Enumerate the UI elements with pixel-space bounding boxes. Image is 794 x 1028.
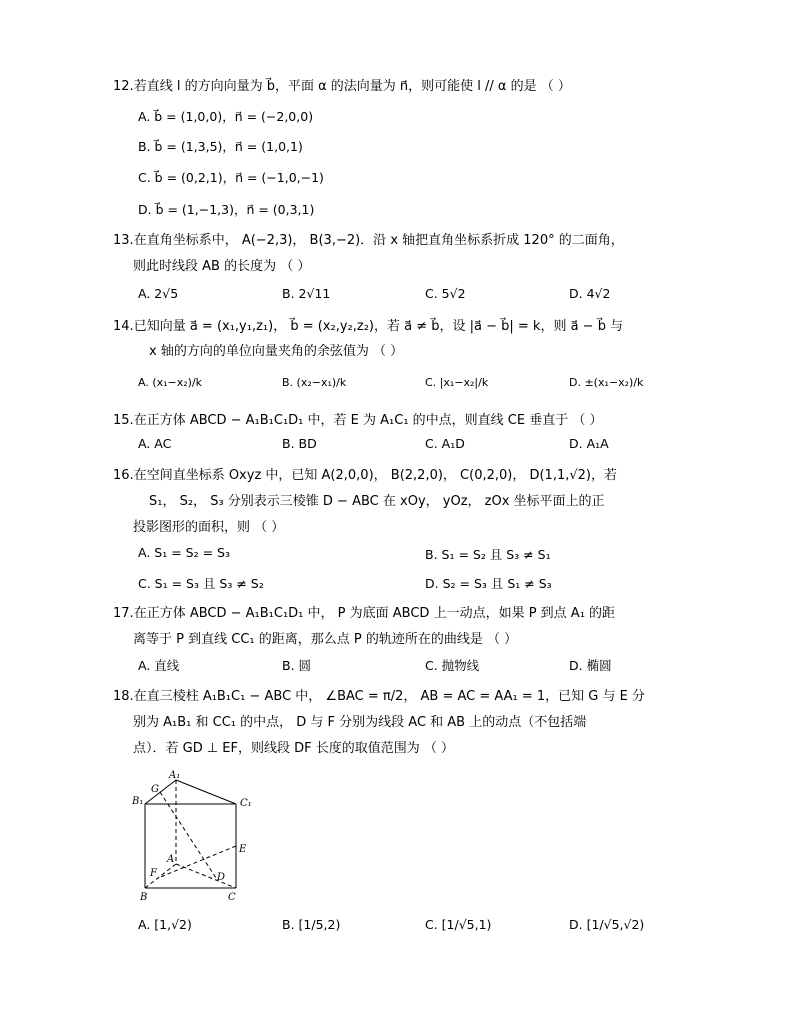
- question-13-stem-line1: 13.在直角坐标系中， A(−2,3)， B(3,−2)．沿 x 轴把直角坐标系折成 120° 的二面角，: [113, 233, 624, 248]
- question-14: [113, 317, 713, 361]
- q14-option-a: A. (x₁−x₂)/k: [138, 376, 203, 389]
- question-12: [113, 77, 713, 96]
- question-15-stem: 15.在正方体 ABCD − A₁B₁C₁D₁ 中，若 E 为 A₁C₁ 的中点，则直线 CE 垂直于 （ ）: [113, 413, 603, 428]
- label-a1: A₁: [169, 770, 181, 781]
- q18-option-b: B. [1/5,2): [282, 917, 341, 932]
- question-13: [113, 231, 713, 276]
- q13-option-d: D. 4√2: [569, 286, 611, 301]
- q12-option-a: A. b⃗ = (1,0,0)，n⃗ = (−2,0,0): [138, 109, 314, 124]
- q13-option-b: B. 2√11: [282, 286, 331, 301]
- q17-option-c: C. 抛物线: [425, 658, 480, 673]
- label-e: E: [239, 844, 247, 855]
- question-18: [113, 687, 713, 758]
- question-16: [113, 466, 713, 537]
- label-d: D: [217, 872, 226, 883]
- label-c1: C₁: [240, 798, 252, 809]
- q18-option-c: C. [1/√5,1): [425, 917, 492, 932]
- q13-option-a: A. 2√5: [138, 286, 179, 301]
- question-16-stem-line2: S₁， S₂， S₃ 分别表示三棱锥 D − ABC 在 xOy， yOz， zOx 坐标平面上的正: [149, 494, 605, 509]
- q13-option-c: C. 5√2: [425, 286, 466, 301]
- q14-option-b: B. (x₂−x₁)/k: [282, 376, 347, 389]
- question-14-stem-line2: x 轴的方向的单位向量夹角的余弦值为 （ ）: [149, 344, 404, 359]
- q15-option-a: A. AC: [138, 436, 172, 451]
- question-16-stem-line3: 投影图形的面积，则 （ ）: [133, 520, 285, 535]
- q15-option-b: B. BD: [282, 436, 317, 451]
- q15-option-c: C. A₁D: [425, 436, 465, 451]
- q12-option-d: D. b⃗ = (1,−1,3)，n⃗ = (0,3,1): [138, 202, 315, 217]
- question-13-stem-line2: 则此时线段 AB 的长度为 （ ）: [133, 259, 311, 274]
- label-g: G: [151, 784, 159, 795]
- label-a: A: [167, 854, 175, 865]
- question-12-stem: 12.若直线 l 的方向向量为 b⃗，平面 α 的法向量为 n⃗，则可能使 l // α 的是 （ ）: [113, 79, 571, 94]
- question-15: [113, 411, 713, 430]
- q16-option-b: B. S₁ = S₂ 且 S₃ ≠ S₁: [425, 547, 551, 562]
- prism-figure: [128, 768, 258, 903]
- label-f: F: [150, 868, 157, 879]
- label-b1: B₁: [132, 796, 144, 807]
- question-18-stem-line2: 别为 A₁B₁ 和 CC₁ 的中点， D 与 F 分别为线段 AC 和 AB 上的动点（不包括端: [133, 715, 587, 730]
- q12-option-b: B. b⃗ = (1,3,5)，n⃗ = (1,0,1): [138, 139, 303, 154]
- q14-option-d: D. ±(x₁−x₂)/k: [569, 376, 644, 389]
- label-c: C: [228, 892, 236, 903]
- q18-option-d: D. [1/√5,√2): [569, 917, 645, 932]
- q18-option-a: A. [1,√2): [138, 917, 192, 932]
- label-b: B: [140, 892, 148, 903]
- q17-option-d: D. 椭圆: [569, 658, 612, 673]
- q16-option-d: D. S₂ = S₃ 且 S₁ ≠ S₃: [425, 576, 552, 591]
- question-18-stem-line1: 18.在直三棱柱 A₁B₁C₁ − ABC 中， ∠BAC = π/2， AB = AC = AA₁ = 1，已知 G 与 E 分: [113, 689, 645, 704]
- q15-option-d: D. A₁A: [569, 436, 609, 451]
- q12-option-c: C. b⃗ = (0,2,1)，n⃗ = (−1,0,−1): [138, 170, 324, 185]
- q16-option-a: A. S₁ = S₂ = S₃: [138, 545, 230, 560]
- question-17-stem-line1: 17.在正方体 ABCD − A₁B₁C₁D₁ 中， P 为底面 ABCD 上一动点，如果 P 到点 A₁ 的距: [113, 606, 616, 621]
- q17-option-b: B. 圆: [282, 658, 312, 673]
- q14-option-c: C. |x₁−x₂|/k: [425, 376, 489, 389]
- question-16-stem-line1: 16.在空间直坐标系 Oxyz 中，已知 A(2,0,0)， B(2,2,0)， C(0,2,0)， D(1,1,√2)，若: [113, 468, 617, 483]
- question-18-stem-line3: 点）．若 GD ⊥ EF，则线段 DF 长度的取值范围为 （ ）: [133, 741, 455, 756]
- q17-option-a: A. 直线: [138, 658, 180, 673]
- question-17-stem-line2: 离等于 P 到直线 CC₁ 的距离，那么点 P 的轨迹所在的曲线是 （ ）: [133, 632, 518, 647]
- question-14-stem-line1: 14.已知向量 a⃗ = (x₁,y₁,z₁)， b⃗ = (x₂,y₂,z₂)，若 a⃗ ≠ b⃗，设 |a⃗ − b⃗| = k，则 a⃗ − b⃗ 与: [113, 319, 624, 334]
- q16-option-c: C. S₁ = S₃ 且 S₃ ≠ S₂: [138, 576, 264, 591]
- question-17: [113, 604, 713, 649]
